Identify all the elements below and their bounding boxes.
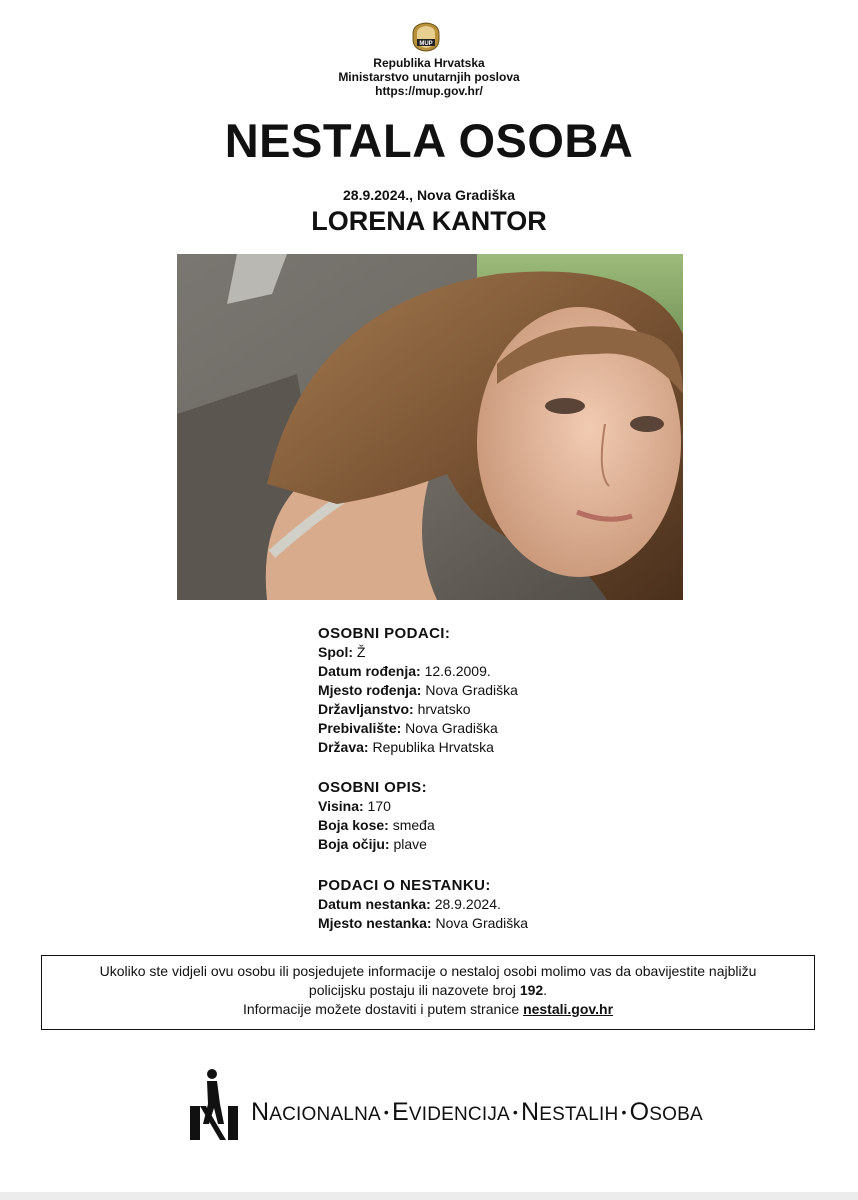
mup-emblem-icon bbox=[409, 20, 443, 52]
info-row bbox=[318, 719, 518, 738]
field-value: Nova Gradiška bbox=[405, 720, 498, 736]
nacionalna-evidencija-wordmark: NACIONALNA • EVIDENCIJA • NESTALIH • OSOBA bbox=[251, 1098, 703, 1126]
info-row bbox=[318, 895, 528, 914]
header-url[interactable]: https://mup.gov.hr/ bbox=[375, 84, 483, 98]
personal-description-section bbox=[318, 778, 435, 854]
info-row bbox=[318, 738, 518, 757]
section-title: OSOBNI OPIS: bbox=[318, 779, 427, 796]
person-photo bbox=[177, 254, 683, 600]
info-row bbox=[318, 662, 518, 681]
info-row bbox=[318, 816, 435, 835]
field-label: Spol: bbox=[318, 644, 353, 660]
field-value: Nova Gradiška bbox=[435, 915, 529, 931]
info-row bbox=[318, 681, 518, 700]
date-place: 28.9.2024., Nova Gradiška bbox=[343, 187, 515, 203]
info-row bbox=[318, 643, 518, 662]
emblem-text: MUP bbox=[419, 41, 433, 47]
field-label: Prebivalište: bbox=[318, 720, 402, 736]
notice-line-2: policijsku postaju ili nazovete broj 192. bbox=[308, 982, 548, 998]
person-name: LORENA KANTOR bbox=[311, 206, 547, 236]
disappearance-section bbox=[318, 876, 528, 933]
contact-notice-box bbox=[41, 955, 815, 1030]
section-title: OSOBNI PODACI: bbox=[318, 625, 451, 642]
field-label: Država: bbox=[318, 739, 369, 755]
poster-title: NESTALA OSOBA bbox=[224, 114, 634, 167]
field-label: Datum nestanka: bbox=[318, 896, 431, 912]
header-country: Republika Hrvatska bbox=[373, 56, 485, 70]
field-label: Datum rođenja: bbox=[318, 663, 421, 679]
field-label: Boja kose: bbox=[318, 817, 389, 833]
field-value: Republika Hrvatska bbox=[372, 739, 494, 755]
personal-data-section bbox=[318, 624, 518, 757]
field-value: 28.9.2024. bbox=[434, 896, 501, 912]
field-value: Ž bbox=[356, 644, 366, 660]
field-value: Nova Gradiška bbox=[425, 682, 518, 698]
header-ministry: Ministarstvo unutarnjih poslova bbox=[338, 70, 520, 84]
field-value: hrvatsko bbox=[417, 701, 471, 717]
nestali-link[interactable]: nestali.gov.hr bbox=[523, 1001, 614, 1017]
section-title: PODACI O NESTANKU: bbox=[318, 877, 491, 894]
emergency-number: 192 bbox=[519, 982, 544, 998]
walking-person-logo-icon bbox=[190, 1068, 238, 1140]
field-label: Mjesto nestanka: bbox=[318, 915, 432, 931]
field-label: Boja očiju: bbox=[318, 836, 390, 852]
field-value: plave bbox=[393, 836, 427, 852]
field-value: 12.6.2009. bbox=[424, 663, 491, 679]
notice-line-1: Ukoliko ste vidjeli ovu osobu ili posjedujete informacije o nestaloj osobi molimo vas da obavijestite najbližu bbox=[99, 963, 757, 979]
info-row bbox=[318, 914, 528, 933]
notice-line-3: Informacije možete dostaviti i putem stranice nestali.gov.hr bbox=[242, 1001, 614, 1017]
field-label: Državljanstvo: bbox=[318, 701, 414, 717]
field-label: Visina: bbox=[318, 798, 364, 814]
info-row bbox=[318, 700, 518, 719]
info-row bbox=[318, 797, 435, 816]
field-value: 170 bbox=[367, 798, 391, 814]
info-row bbox=[318, 835, 435, 854]
field-value: smeđa bbox=[392, 817, 435, 833]
bottom-strip bbox=[0, 1192, 858, 1200]
field-label: Mjesto rođenja: bbox=[318, 682, 422, 698]
